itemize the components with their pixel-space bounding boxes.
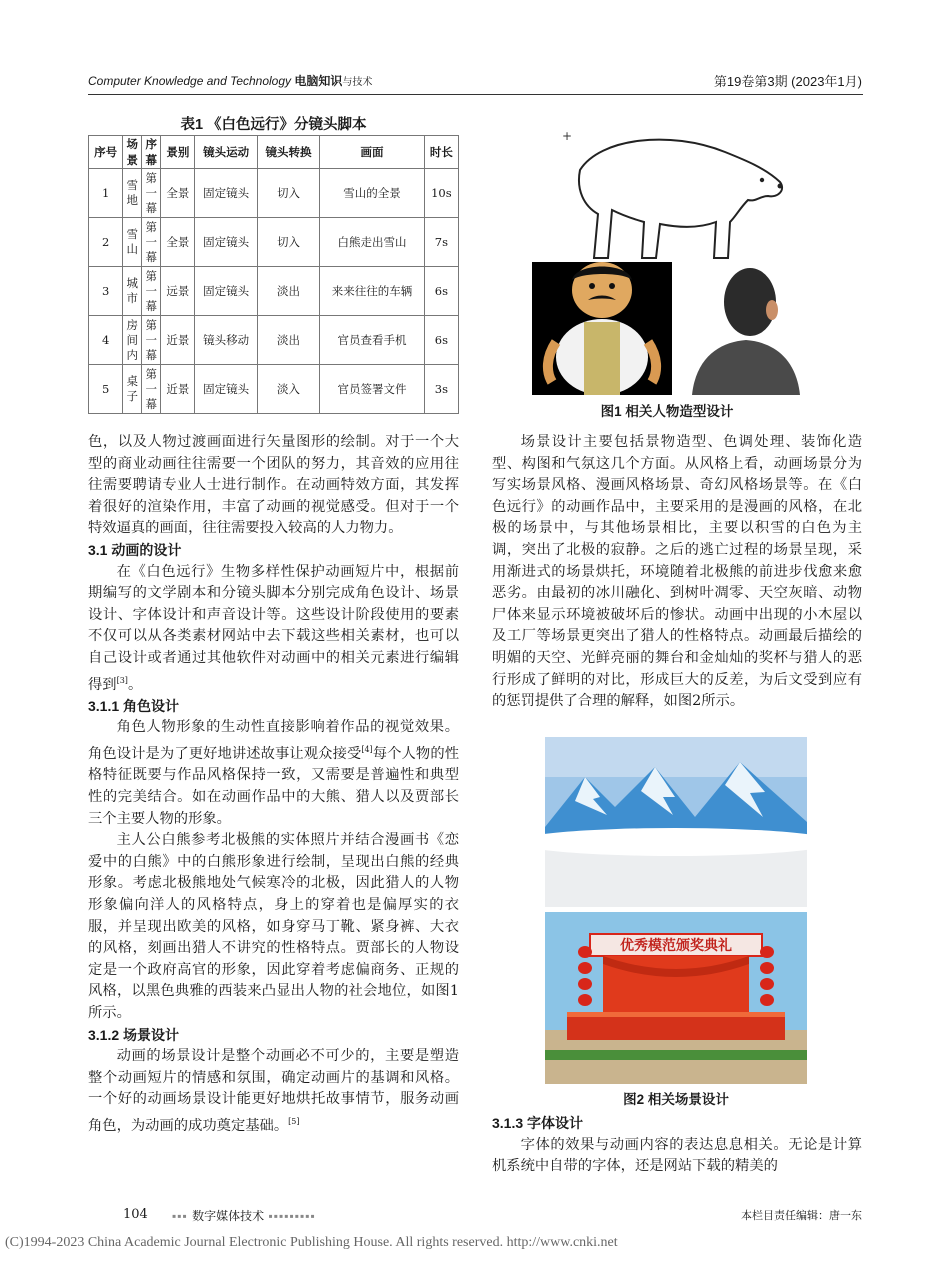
table-cell: 白熊走出雪山	[320, 218, 425, 267]
table-cell: 4	[89, 316, 123, 365]
svg-text:+: +	[562, 129, 573, 143]
paragraph: 动画的场景设计是整个动画必不可少的，主要是塑造整个动画短片的情感和氛围，确定动画片的基调和风格。一个好的动画场景设计能更好地烘托故事情节，服务动画角色，为动画的成功奠定基础。[5]	[88, 1048, 459, 1134]
table-cell: 6s	[424, 267, 458, 316]
figure-1-caption: 图1 相关人物造型设计	[600, 404, 734, 419]
table-cell: 房间内	[123, 316, 142, 365]
issue-info: 第19卷第3期 (2023年1月)	[713, 74, 862, 89]
col-header: 画面	[320, 136, 425, 169]
header-rule	[88, 94, 863, 95]
table-cell: 全景	[161, 218, 195, 267]
figure-2-caption: 图2 相关场景设计	[623, 1092, 729, 1107]
award-stage-scene	[545, 912, 807, 1084]
table-cell: 切入	[257, 218, 319, 267]
hunter-character	[532, 262, 672, 395]
table-row	[89, 169, 459, 218]
storyboard-table	[88, 135, 459, 414]
table-header-row	[89, 136, 459, 169]
col-header: 景别	[161, 136, 195, 169]
col-header: 序幕	[142, 136, 161, 169]
table-cell: 3	[89, 267, 123, 316]
table-cell: 固定镜头	[195, 267, 257, 316]
table-cell: 淡出	[257, 316, 319, 365]
table-cell: 第一幕	[142, 169, 161, 218]
table-cell: 近景	[161, 316, 195, 365]
table-cell: 全景	[161, 169, 195, 218]
table-cell: 第一幕	[142, 316, 161, 365]
table-cell: 第一幕	[142, 365, 161, 414]
paragraph: 字体的效果与动画内容的表达息息相关。无论是计算机系统中自带的字体，还是网站下载的精美的	[492, 1136, 862, 1175]
paragraph: 主人公白熊参考北极熊的实体照片并结合漫画书《恋爱中的白熊》中的白熊形象进行绘制，呈现出白熊的经典形象。考虑北极熊地处气候寒冷的北极，因此猎人的人物形象偏向洋人的风格特点，身上的穿着也是偏厚实的衣服，并呈现出欧美的风格，如身穿马丁靴、紧身裤、大衣的风格，刻画出猎人不讲究的性格特点。贾部长的人物设定是一个政府高官的形象，因此穿着考虑偏商务、正规的风格，以黑色典雅的西装来凸显出人物的社会地位，如图1所示。	[88, 832, 459, 1021]
copyright-notice: (C)1994-2023 China Academic Journal Electronic Publishing House. All rights reserved. http://www.cnki.net	[5, 1235, 618, 1250]
column-name: ▪▪▪ 数字媒体技术 ▪▪▪▪▪▪▪▪▪	[172, 1209, 316, 1223]
table-cell: 6s	[424, 316, 458, 365]
table-cell: 来来往往的车辆	[320, 267, 425, 316]
polar-bear-illustration	[540, 110, 790, 260]
table-cell: 第一幕	[142, 267, 161, 316]
table-cell: 雪地	[123, 169, 142, 218]
right-column	[492, 432, 862, 713]
table-cell: 切入	[257, 169, 319, 218]
section-heading: 3.1.2 场景设计	[88, 1026, 180, 1043]
table-cell: 镜头移动	[195, 316, 257, 365]
table-row	[89, 316, 459, 365]
paragraph: 场景设计主要包括景物造型、色调处理、装饰化造型、构图和气氛这几个方面。从风格上看，动画场景分为写实场景风格、漫画风格场景、奇幻风格场景等。在《白色远行》的动画作品中，主要采用的是漫画的风格，在北极的场景中，与其他场景相比，主要以积雪的白色为主调，突出了北极的寂静。之后的逃亡过程的场景呈现，采用渐进式的场景烘托，环境随着北极熊的前进步伐愈来愈恶劣。由最初的冰川融化、到树叶凋零、天空灰暗、动物尸体来显示环境被破坏后的惨状。动画中出现的小木屋以及工厂等场景更突出了猎人的性格特点。动画最后描绘的明媚的天空、光鲜亮丽的舞台和金灿灿的奖杯与猎人的恶行形成了鲜明的对比，形成巨大的反差，为后文受到应有的惩罚提供了合理的解释，如图2所示。	[492, 434, 862, 710]
table-cell: 官员查看手机	[320, 316, 425, 365]
table-cell: 5	[89, 365, 123, 414]
table-cell: 7s	[424, 218, 458, 267]
paragraph: 角色人物形象的生动性直接影响着作品的视觉效果。角色设计是为了更好地讲述故事让观众接受[4]每个人物的性格特征既要与作品风格保持一致，又需要是普遍性和典型性的完美结合。如在动画作品中的大熊、猎人以及贾部长三个主要人物的形象。	[88, 719, 460, 827]
col-header: 镜头转换	[257, 136, 319, 169]
table-cell: 远景	[161, 267, 195, 316]
table-cell: 桌子	[123, 365, 142, 414]
table-cell: 固定镜头	[195, 365, 257, 414]
table-row	[89, 267, 459, 316]
table-cell: 2	[89, 218, 123, 267]
col-header: 场景	[123, 136, 142, 169]
left-column	[88, 432, 459, 1137]
table-row	[89, 218, 459, 267]
snow-mountain-scene	[545, 737, 807, 907]
table-row	[89, 365, 459, 414]
table-cell: 固定镜头	[195, 169, 257, 218]
stage-banner-text: 优秀模范颁奖典礼	[620, 937, 732, 953]
paragraph: 色，以及人物过渡画面进行矢量图形的绘制。对于一个大型的商业动画往往需要一个团队的努力，其音效的应用往往需要聘请专业人士进行制作。在动画特效方面，其发挥着很好的渲染作用，丰富了动画的视觉感受。但对于一个特效逼真的画面，往往需要投入较高的人力物力。	[88, 434, 459, 537]
official-character	[690, 262, 802, 395]
table-cell: 官员签署文件	[320, 365, 425, 414]
table-cell: 城市	[123, 267, 142, 316]
section-heading: 3.1.1 角色设计	[88, 697, 180, 714]
paragraph: 在《白色远行》生物多样性保护动画短片中，根据前期编写的文学剧本和分镜头脚本分别完成角色设计、场景设计、字体设计和声音设计等。这些设计阶段使用的要素不仅可以从各类素材网站中去下载这些相关素材，也可以自己设计或者通过其他软件对动画中的相关元素进行编辑得到[3]。	[88, 563, 459, 693]
table-cell: 第一幕	[142, 218, 161, 267]
table-cell: 近景	[161, 365, 195, 414]
table-cell: 淡出	[257, 267, 319, 316]
right-column-bottom	[492, 1113, 862, 1178]
editor-note: 本栏目责任编辑：唐一东	[741, 1209, 862, 1222]
table-title: 表1 《白色远行》分镜头脚本	[180, 117, 367, 133]
table-cell: 10s	[424, 169, 458, 218]
col-header: 序号	[89, 136, 123, 169]
journal-name: Computer Knowledge and Technology 电脑知识与技术	[88, 74, 373, 88]
section-heading: 3.1 动画的设计	[88, 541, 182, 558]
table-cell: 雪山	[123, 218, 142, 267]
page-number: 104	[123, 1207, 148, 1222]
table-cell: 淡入	[257, 365, 319, 414]
col-header: 镜头运动	[195, 136, 257, 169]
table-cell: 雪山的全景	[320, 169, 425, 218]
table-cell: 3s	[424, 365, 458, 414]
table-cell: 固定镜头	[195, 218, 257, 267]
section-heading: 3.1.3 字体设计	[492, 1115, 584, 1131]
table-cell: 1	[89, 169, 123, 218]
col-header: 时长	[424, 136, 458, 169]
